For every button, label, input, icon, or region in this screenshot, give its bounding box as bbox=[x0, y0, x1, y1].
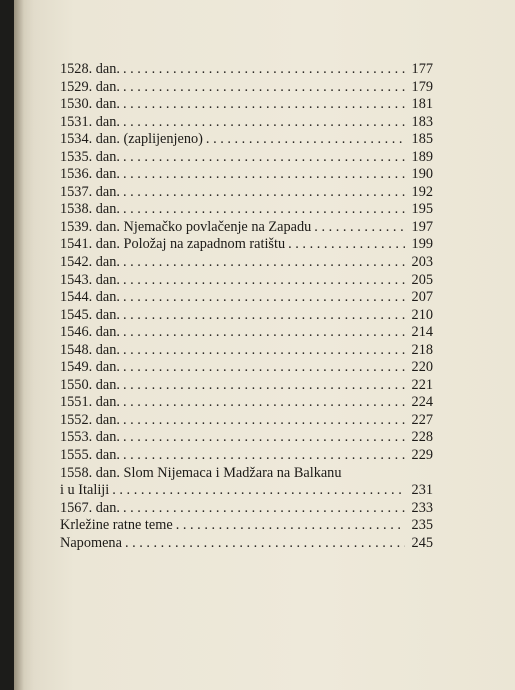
toc-entry bbox=[60, 412, 433, 430]
dot-leader bbox=[120, 96, 405, 114]
toc-page-number: 235 bbox=[411, 517, 433, 534]
toc-page-number: 183 bbox=[411, 113, 433, 130]
toc-page-number: 231 bbox=[411, 482, 433, 499]
toc-entry bbox=[60, 394, 433, 412]
toc-entry-label: 1542. dan. bbox=[60, 254, 120, 271]
dot-leader bbox=[120, 184, 405, 202]
book-page bbox=[14, 0, 515, 690]
toc-entry-label: 1543. dan. bbox=[60, 271, 120, 288]
toc-page-number: 207 bbox=[411, 289, 433, 306]
toc-entry bbox=[60, 272, 433, 290]
toc-entry-label: 1535. dan. bbox=[60, 148, 120, 165]
toc-page-number: 195 bbox=[411, 201, 433, 218]
dot-leader bbox=[122, 535, 405, 553]
dot-leader bbox=[285, 236, 405, 254]
toc-page-number: 205 bbox=[411, 271, 433, 288]
dot-leader bbox=[120, 359, 405, 377]
toc-entry-label: 1551. dan. bbox=[60, 394, 120, 411]
toc-entry-label: i u Italiji bbox=[60, 482, 110, 499]
toc-entry bbox=[60, 500, 433, 518]
toc-entry bbox=[60, 535, 433, 553]
toc-entry bbox=[60, 342, 433, 360]
toc-page-number: 218 bbox=[411, 341, 433, 358]
dot-leader bbox=[120, 500, 405, 518]
toc-entry bbox=[60, 254, 433, 272]
toc-entry bbox=[60, 359, 433, 377]
dot-leader bbox=[120, 307, 405, 325]
toc-entry bbox=[60, 114, 433, 132]
toc-entry bbox=[60, 149, 433, 167]
toc-entry-label: 1538. dan. bbox=[60, 201, 120, 218]
dot-leader bbox=[120, 429, 405, 447]
toc-page-number: 214 bbox=[411, 324, 433, 341]
toc-entry bbox=[60, 61, 433, 79]
toc-page-number: 197 bbox=[411, 218, 433, 235]
dot-leader bbox=[120, 377, 405, 395]
toc-entry-label: 1553. dan. bbox=[60, 429, 120, 446]
toc-entry-label: Krležine ratne teme bbox=[60, 517, 173, 534]
toc-entry-label: 1534. dan. (zaplijenjeno) bbox=[60, 131, 203, 148]
toc-entry bbox=[60, 289, 433, 307]
toc-page-number: 189 bbox=[411, 148, 433, 165]
toc-page-number: 224 bbox=[411, 394, 433, 411]
toc-entry-label: 1529. dan. bbox=[60, 78, 120, 95]
toc-entry-label: 1567. dan. bbox=[60, 499, 120, 516]
toc-entry-label: 1528. dan. bbox=[60, 61, 120, 77]
toc-page-number: 227 bbox=[411, 411, 433, 428]
dot-leader bbox=[120, 324, 405, 342]
toc-entry-label: 1536. dan. bbox=[60, 166, 120, 183]
dot-leader bbox=[120, 342, 405, 360]
dot-leader bbox=[109, 482, 405, 500]
toc-entry-label: 1539. dan. Njemačko povlačenje na Zapadu bbox=[60, 218, 312, 235]
toc-entry-label: 1550. dan. bbox=[60, 376, 120, 393]
toc-page-number: 203 bbox=[411, 254, 433, 271]
toc-entry-label: 1558. dan. Slom Nijemaca i Madžara na Balkanu bbox=[60, 464, 342, 481]
dot-leader bbox=[120, 394, 405, 412]
toc-entry bbox=[60, 517, 433, 535]
toc-entry-label: 1546. dan. bbox=[60, 324, 120, 341]
toc-page-number: 220 bbox=[411, 359, 433, 376]
dot-leader bbox=[120, 149, 405, 167]
dot-leader bbox=[120, 412, 405, 430]
dot-leader bbox=[173, 517, 405, 535]
toc-entry bbox=[60, 429, 433, 447]
toc-page-number: 229 bbox=[411, 447, 433, 464]
toc-page-number: 199 bbox=[411, 236, 433, 253]
toc-entry bbox=[60, 307, 433, 325]
toc-entry bbox=[60, 324, 433, 342]
toc-entry bbox=[60, 377, 433, 395]
toc-entry-label: 1548. dan. bbox=[60, 341, 120, 358]
toc-entry-label: 1555. dan. bbox=[60, 447, 120, 464]
toc-entry bbox=[60, 184, 433, 202]
dot-leader bbox=[120, 114, 405, 132]
toc-page-number: 228 bbox=[411, 429, 433, 446]
toc-entry-label: 1549. dan. bbox=[60, 359, 120, 376]
toc-entry-label: Napomena bbox=[60, 534, 122, 551]
dot-leader bbox=[203, 131, 405, 149]
toc-entry-label: 1531. dan. bbox=[60, 113, 120, 130]
toc-entry-multiline-second bbox=[60, 482, 433, 500]
toc-entry-label: 1552. dan. bbox=[60, 411, 120, 428]
toc-page-number: 179 bbox=[411, 78, 433, 95]
dot-leader bbox=[120, 61, 405, 79]
toc-entry-multiline-first bbox=[60, 465, 433, 483]
toc-entry bbox=[60, 219, 433, 237]
dot-leader bbox=[120, 166, 405, 184]
toc-page-number: 221 bbox=[411, 376, 433, 393]
toc-entry bbox=[60, 131, 433, 149]
dot-leader bbox=[120, 201, 405, 219]
toc-entry-label: 1541. dan. Položaj na zapadnom ratištu bbox=[60, 236, 286, 253]
toc-page-number: 190 bbox=[411, 166, 433, 183]
toc-entry bbox=[60, 166, 433, 184]
toc-page-number: 177 bbox=[411, 61, 433, 77]
toc-page-number: 245 bbox=[411, 534, 433, 551]
toc-page-number: 192 bbox=[411, 183, 433, 200]
dot-leader bbox=[120, 254, 405, 272]
toc-entry bbox=[60, 96, 433, 114]
toc-entry bbox=[60, 201, 433, 219]
toc-entry-label: 1537. dan. bbox=[60, 183, 120, 200]
dot-leader bbox=[120, 272, 405, 290]
toc-page-number: 233 bbox=[411, 499, 433, 516]
toc-entry-label: 1544. dan. bbox=[60, 289, 120, 306]
toc-entry bbox=[60, 236, 433, 254]
toc-entry bbox=[60, 447, 433, 465]
toc-entry-label: 1545. dan. bbox=[60, 306, 120, 323]
dot-leader bbox=[120, 79, 405, 97]
toc-entry-label: 1530. dan. bbox=[60, 96, 120, 113]
dot-leader bbox=[120, 447, 405, 465]
dot-leader bbox=[311, 219, 405, 237]
toc-page-number: 185 bbox=[411, 131, 433, 148]
dot-leader bbox=[120, 289, 405, 307]
table-of-contents bbox=[60, 61, 433, 552]
toc-page-number: 181 bbox=[411, 96, 433, 113]
toc-page-number: 210 bbox=[411, 306, 433, 323]
toc-entry bbox=[60, 79, 433, 97]
